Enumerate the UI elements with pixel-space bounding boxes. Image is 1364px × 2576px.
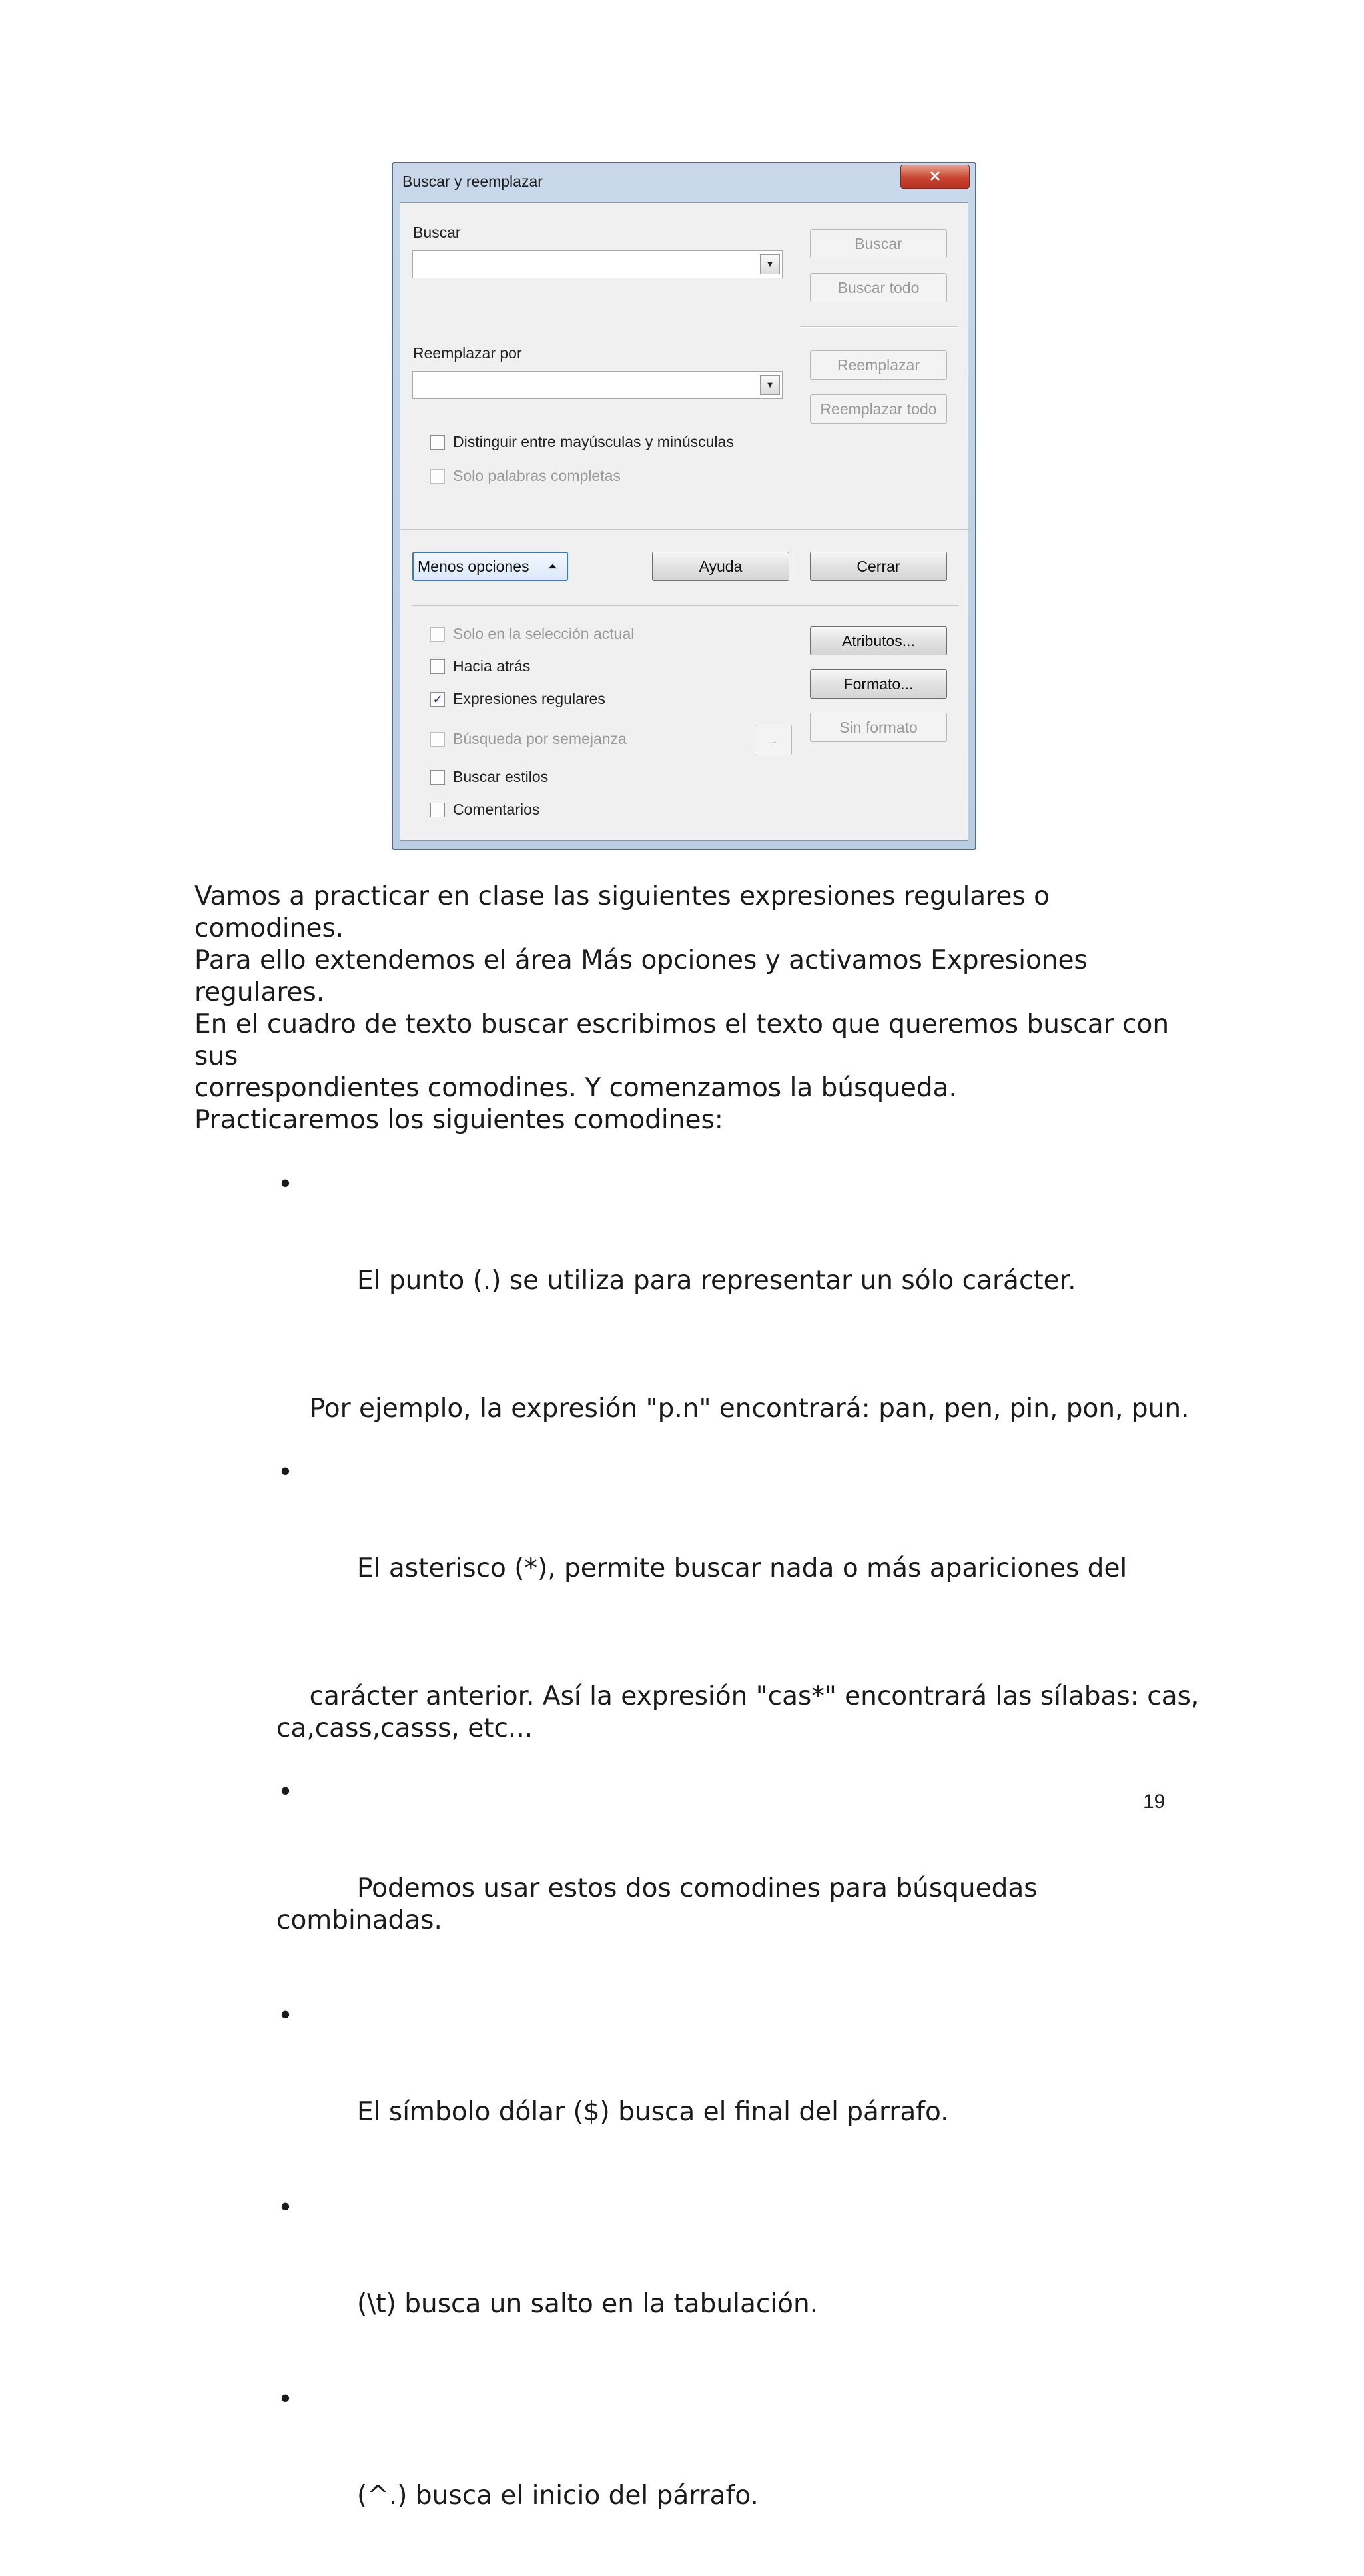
list-item xyxy=(276,2000,1209,2192)
similarity-settings-button[interactable]: ... xyxy=(755,725,792,755)
reemplazar-button[interactable]: Reemplazar xyxy=(810,350,947,380)
dialog-titlebar xyxy=(393,163,975,201)
list-item-text: (^.) busca el inicio del párrafo. xyxy=(357,2481,759,2511)
menos-opciones-label: Menos opciones xyxy=(418,558,529,575)
paragraph: En el cuadro de texto buscar escribimos el texto que queremos buscar con sus correspondientes comodines. Y comenzamos la búsqueda. xyxy=(194,1009,1170,1103)
replace-combo[interactable] xyxy=(412,371,783,399)
reemplazar-todo-button[interactable]: Reemplazar todo xyxy=(810,394,947,424)
separator xyxy=(412,605,958,606)
checkmark-icon: ✓ xyxy=(432,692,443,706)
bullet-icon: • xyxy=(278,2001,294,2031)
search-combo[interactable] xyxy=(412,250,783,278)
checkbox-comments[interactable] xyxy=(430,801,539,819)
collapse-up-icon: ⏶ xyxy=(547,560,557,573)
list-item xyxy=(276,2384,1209,2576)
ayuda-button[interactable]: Ayuda xyxy=(652,552,789,581)
replace-label: Reemplazar por xyxy=(413,344,522,362)
list-item-text: El punto (.) se utiliza para representar un sólo carácter. xyxy=(357,1266,1076,1296)
paragraph: Practicaremos los siguientes comodines: xyxy=(194,1105,723,1135)
checkbox-box[interactable] xyxy=(430,770,445,785)
checkbox-label: Expresiones regulares xyxy=(453,690,605,707)
buscar-button[interactable]: Buscar xyxy=(810,229,947,258)
list-item-text: El asterisco (*), permite buscar nada o más apariciones del xyxy=(357,1553,1128,1583)
atributos-button[interactable]: Atributos... xyxy=(810,626,947,655)
paragraph: Vamos a practicar en clase las siguientes expresiones regulares o comodines. xyxy=(194,881,1058,943)
checkbox-label: Comentarios xyxy=(453,801,540,818)
list-item-text: El símbolo dólar ($) busca el final del párrafo. xyxy=(357,2097,949,2127)
replace-dropdown-button[interactable] xyxy=(760,375,780,395)
list-item xyxy=(276,2192,1209,2384)
checkbox-backwards[interactable] xyxy=(430,657,530,675)
checkbox-similarity-search[interactable] xyxy=(430,730,627,748)
checkbox-box[interactable] xyxy=(430,803,445,817)
checkbox-search-styles[interactable] xyxy=(430,768,548,786)
list-item-text: Podemos usar estos dos comodines para búsquedas combinadas. xyxy=(276,1873,1046,1935)
bullet-list xyxy=(276,1169,1209,2576)
sin-formato-button[interactable]: Sin formato xyxy=(810,713,947,742)
buscar-todo-button[interactable]: Buscar todo xyxy=(810,273,947,302)
checkbox-current-selection[interactable] xyxy=(430,625,634,643)
bullet-icon: • xyxy=(278,2193,294,2223)
checkbox-box[interactable] xyxy=(430,627,445,642)
checkbox-box[interactable] xyxy=(430,435,445,450)
menos-opciones-button[interactable] xyxy=(412,552,568,581)
close-icon: ✕ xyxy=(928,168,942,185)
dialog-body xyxy=(400,202,968,841)
list-item xyxy=(276,1777,1209,2000)
paragraph: Para ello extendemos el área Más opciones y activamos Expresiones regulares. xyxy=(194,945,1096,1007)
formato-button[interactable]: Formato... xyxy=(810,669,947,699)
checkbox-label: Búsqueda por semejanza xyxy=(453,730,627,747)
list-item-text: (\t) busca un salto en la tabulación. xyxy=(357,2289,819,2319)
list-item-text: carácter anterior. Así la expresión "cas*" encontrará las sílabas: cas, ca,cass,casss, etc... xyxy=(276,1681,1199,1743)
search-label: Buscar xyxy=(413,224,461,241)
checkbox-label: Solo palabras completas xyxy=(453,467,621,484)
separator xyxy=(400,529,970,530)
checkbox-label: Hacia atrás xyxy=(453,657,531,675)
separator xyxy=(800,326,958,328)
bullet-icon: • xyxy=(278,1170,294,1200)
bullet-icon: • xyxy=(278,1777,294,1807)
page-number: 19 xyxy=(1143,1791,1166,1813)
cerrar-button[interactable]: Cerrar xyxy=(810,552,947,581)
checkbox-label: Distinguir entre mayúsculas y minúsculas xyxy=(453,433,734,450)
list-item xyxy=(276,1457,1209,1649)
bullet-icon: • xyxy=(278,1458,294,1488)
checkbox-box[interactable] xyxy=(430,659,445,674)
list-item xyxy=(276,1169,1209,1361)
close-button[interactable] xyxy=(900,165,970,189)
list-item-continuation xyxy=(276,1649,1209,1777)
find-replace-dialog xyxy=(392,162,976,850)
chevron-down-icon: ▼ xyxy=(765,380,775,390)
checkbox-whole-words[interactable] xyxy=(430,467,621,485)
chevron-down-icon: ▼ xyxy=(765,259,775,269)
bullet-icon: • xyxy=(278,2385,294,2415)
checkbox-box[interactable] xyxy=(430,469,445,484)
search-dropdown-button[interactable] xyxy=(760,254,780,274)
checkbox-regular-expressions[interactable] xyxy=(430,690,605,708)
checkbox-label: Solo en la selección actual xyxy=(453,625,635,642)
list-item-continuation xyxy=(276,1361,1209,1457)
dialog-title: Buscar y reemplazar xyxy=(402,173,543,190)
checkbox-box[interactable] xyxy=(430,692,445,707)
checkbox-label: Buscar estilos xyxy=(453,768,549,785)
list-item-text: Por ejemplo, la expresión "p.n" encontrará: pan, pen, pin, pon, pun. xyxy=(309,1394,1190,1424)
checkbox-match-case[interactable] xyxy=(430,433,734,451)
checkbox-box[interactable] xyxy=(430,732,445,747)
